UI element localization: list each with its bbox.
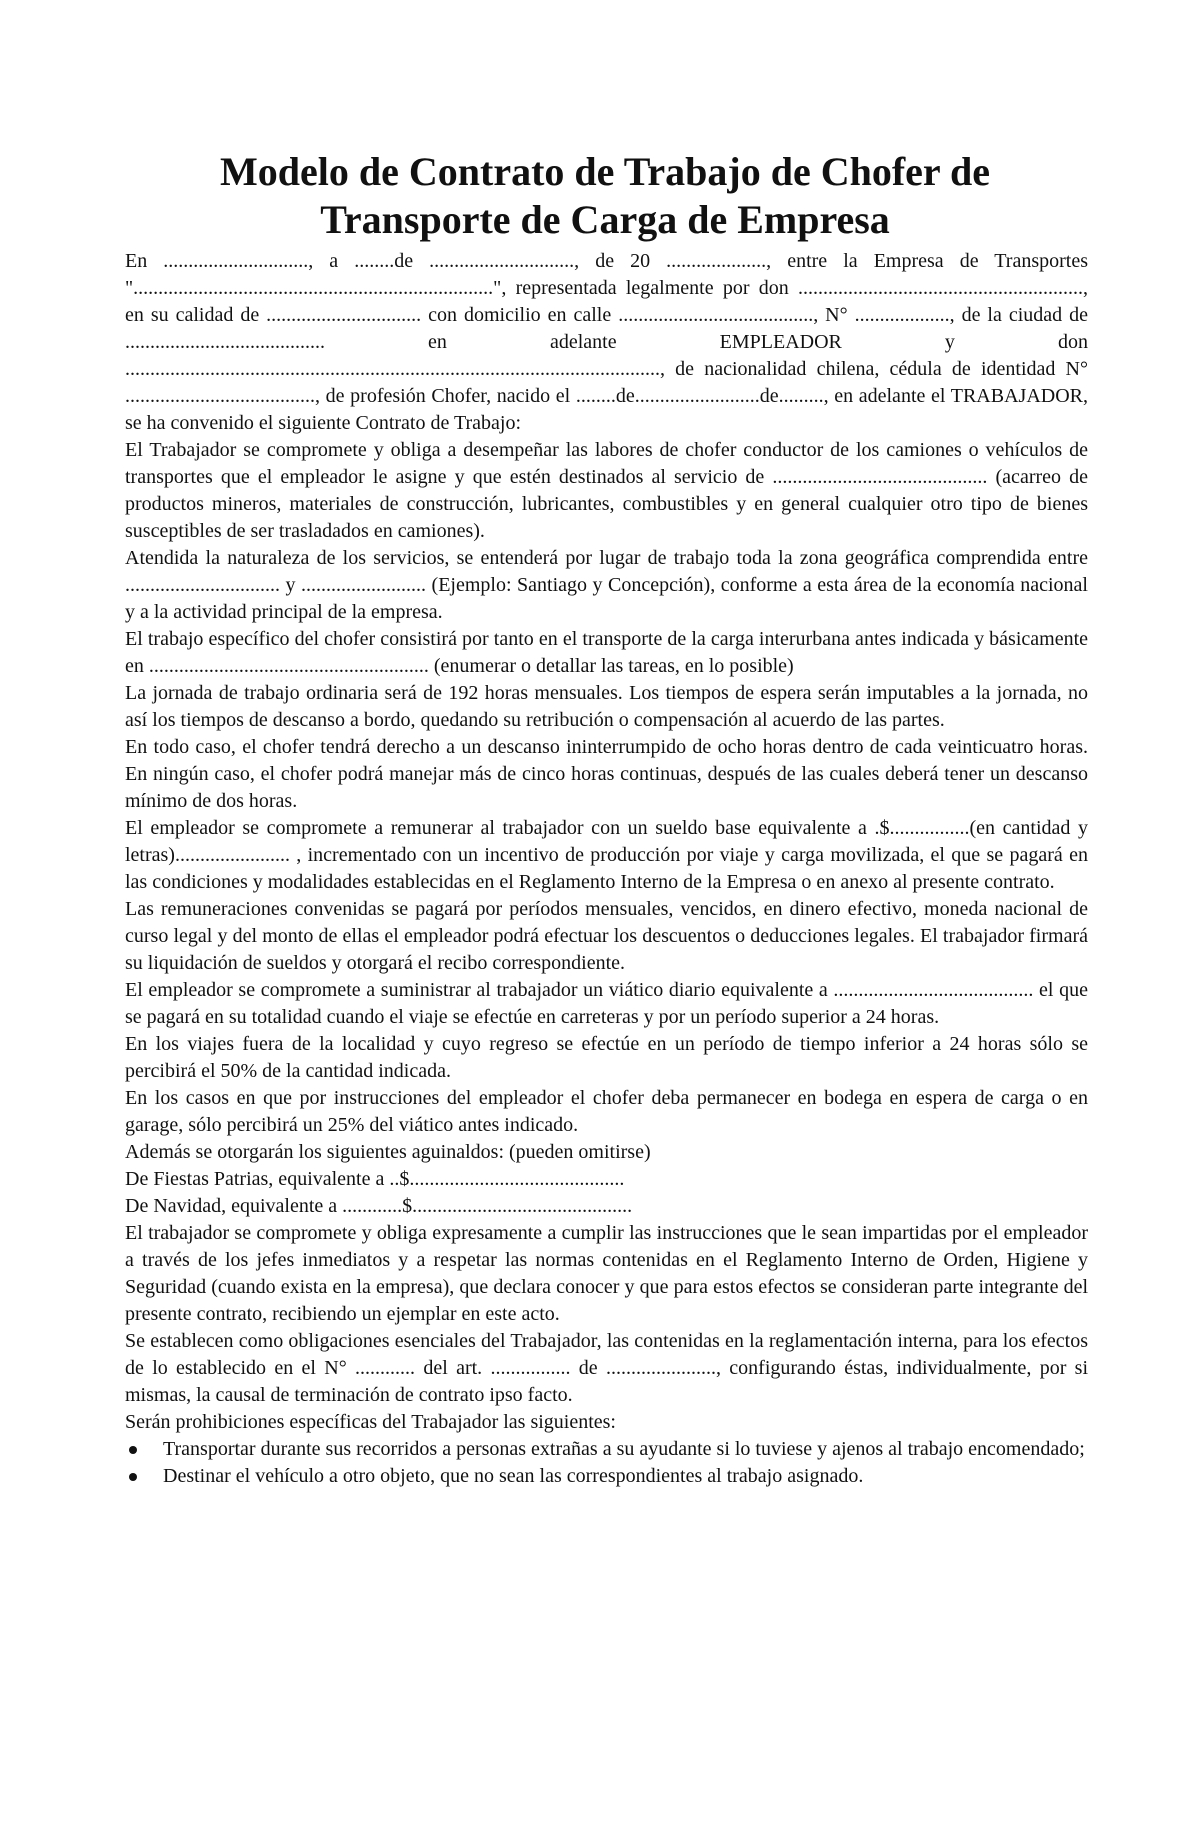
paragraph-allowance-short-trips: En los viajes fuera de la localidad y cuyo regreso se efectúe en un período de tiempo inferior a 24 horas sólo se percibirá el 50% de la cantidad indicada. <box>125 1033 1088 1082</box>
bullet-icon <box>129 1446 137 1454</box>
prohibitions-list <box>125 1436 1088 1490</box>
paragraph-bonus-fiestas-patrias: De Fiestas Patrias, equivalente a ..$........................................... <box>125 1168 625 1190</box>
document-body <box>125 248 1088 1490</box>
list-item-text: Transportar durante sus recorridos a personas extrañas a su ayudante si lo tuviese y ajenos al trabajo encomendado; <box>163 1438 1085 1460</box>
paragraph-allowance-waiting: En los casos en que por instrucciones del empleador el chofer deba permanecer en bodega en espera de carga o en garage, sólo percibirá un 25% del viático antes indicado. <box>125 1087 1088 1136</box>
bullet-icon <box>129 1473 137 1481</box>
paragraph-allowance: El empleador se compromete a suministrar al trabajador un viático diario equivalente a ........................................ el que se pagará en su totalidad cuando el viaje se efectúe en carreteras y por un período superior a 24 horas. <box>125 979 1088 1028</box>
paragraph-specific-work: El trabajo específico del chofer consistirá por tanto en el transporte de la carga interurbana antes indicada y básicamente en ........................................................ (enumerar o detallar las tareas, en lo posible) <box>125 628 1088 677</box>
paragraph-prohibitions-intro: Serán prohibiciones específicas del Trabajador las siguientes: <box>125 1411 616 1433</box>
title-line-1: Modelo de Contrato de Trabajo de Chofer de <box>220 149 990 194</box>
paragraph-rest: En todo caso, el chofer tendrá derecho a un descanso ininterrumpido de ocho horas dentro de cada veinticuatro horas. En ningún caso, el chofer podrá manejar más de cinco horas continuas, después de las cuales deberá tener un descanso mínimo de dos horas. <box>125 736 1088 812</box>
paragraph-payment: Las remuneraciones convenidas se pagará por períodos mensuales, vencidos, en dinero efectivo, moneda nacional de curso legal y del monto de ellas el empleador podrá efectuar los descuentos o deducciones legales. El trabajador firmará su liquidación de sueldos y otorgará el recibo correspondiente. <box>125 898 1088 974</box>
paragraph-parties: En ............................., a ........de ............................., de 20 ...................., entre la Empresa de Transportes "........................................................................", representada legalmente por don ........................................................., en su calidad de ............................... con domicilio en calle ......................................., N° ..................., de la ciudad de ........................................ en adelante EMPLEADOR y don ..........................................................................................................., de nacionalidad chilena, cédula de identidad N° ......................................, de profesión Chofer, nacido el ........de.........................de........., en adelante el TRABAJADOR, se ha convenido el siguiente Contrato de Trabajo: <box>125 250 1088 434</box>
list-item <box>125 1436 1088 1463</box>
paragraph-workplace: Atendida la naturaleza de los servicios, se entenderá por lugar de trabajo toda la zona geográfica comprendida entre ............................... y ......................... (Ejemplo: Santiago y Concepción), conforme a esta área de la economía nacional y a la actividad principal de la empresa. <box>125 547 1088 623</box>
paragraph-bonus-navidad: De Navidad, equivalente a ............$............................................ <box>125 1195 633 1217</box>
document-title <box>125 148 1085 244</box>
paragraph-salary: El empleador se compromete a remunerar al trabajador con un sueldo base equivalente a .$................(en cantidad y letras)....................... , incrementado con un incentivo de producción por viaje y carga movilizada, el que se pagará en las condiciones y modalidades establecidas en el Reglamento Interno de la Empresa o en anexo al presente contrato. <box>125 817 1088 893</box>
paragraph-obligations: Se establecen como obligaciones esenciales del Trabajador, las contenidas en la reglamentación interna, para los efectos de lo establecido en el N° ............ del art. ................ de ......................, configurando éstas, individualmente, por si mismas, la causal de terminación de contrato ipso facto. <box>125 1330 1088 1406</box>
paragraph-working-hours: La jornada de trabajo ordinaria será de 192 horas mensuales. Los tiempos de espera serán imputables a la jornada, no así los tiempos de descanso a bordo, quedando su retribución o compensación al acuerdo de las partes. <box>125 682 1088 731</box>
list-item <box>125 1463 1088 1490</box>
list-item-text: Destinar el vehículo a otro objeto, que no sean las correspondientes al trabajo asignado. <box>163 1465 864 1487</box>
paragraph-bonuses: Además se otorgarán los siguientes aguinaldos: (pueden omitirse) <box>125 1141 651 1163</box>
title-line-2: Transporte de Carga de Empresa <box>320 197 890 242</box>
paragraph-instructions: El trabajador se compromete y obliga expresamente a cumplir las instrucciones que le sean impartidas por el empleador a través de los jefes inmediatos y a respetar las normas contenidas en el Reglamento Interno de Orden, Higiene y Seguridad (cuando exista en la empresa), que declara conocer y que para estos efectos se consideran parte integrante del presente contrato, recibiendo un ejemplar en este acto. <box>125 1222 1088 1325</box>
paragraph-duties: El Trabajador se compromete y obliga a desempeñar las labores de chofer conductor de los camiones o vehículos de transportes que el empleador le asigne y que estén destinados al servicio de ........................................... (acarreo de productos mineros, materiales de construcción, lubricantes, combustibles y en general cualquier otro tipo de bienes susceptibles de ser trasladados en camiones). <box>125 439 1088 542</box>
